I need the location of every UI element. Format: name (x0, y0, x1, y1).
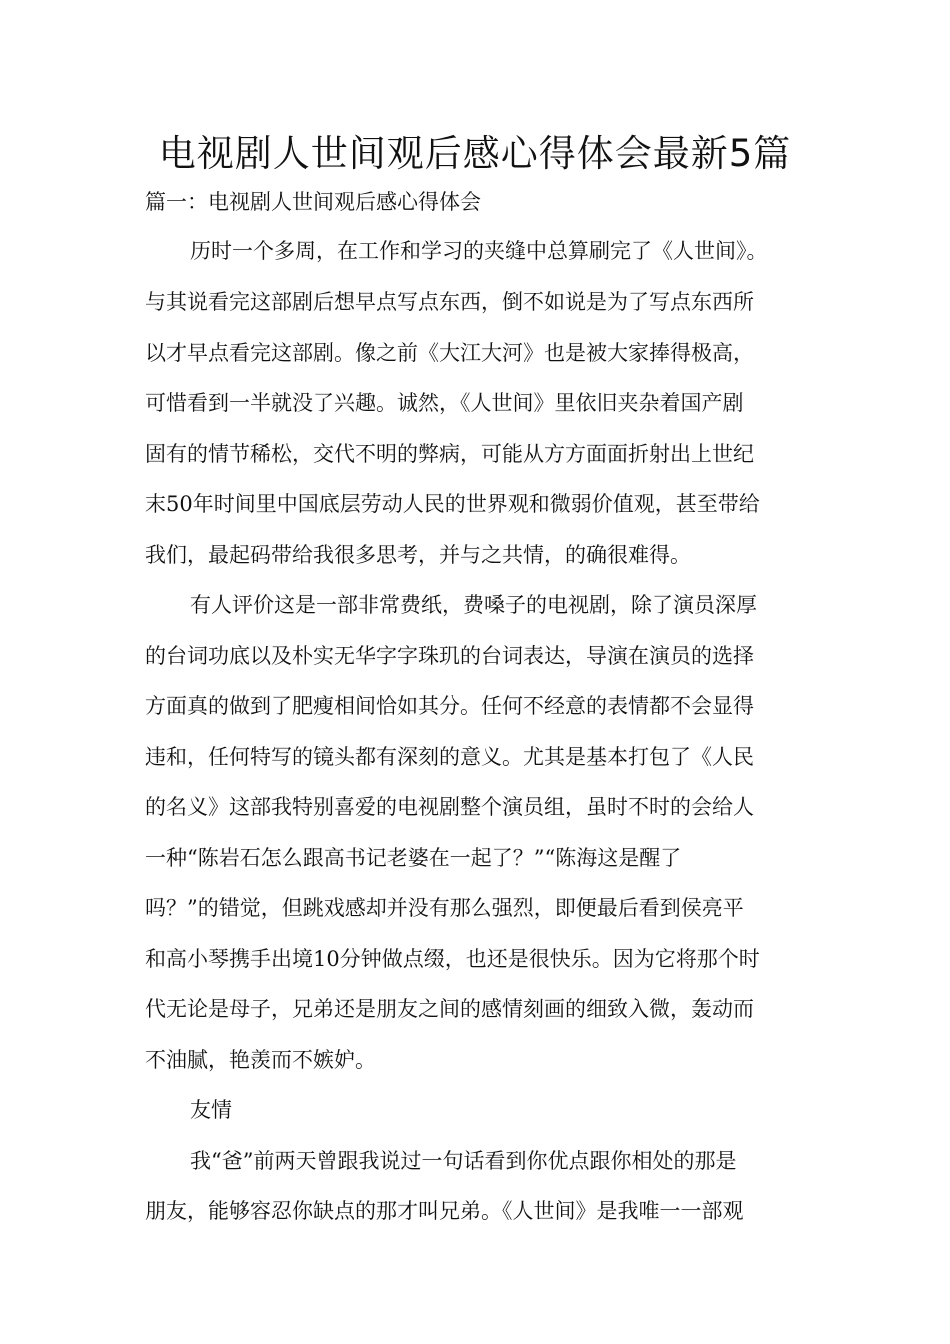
paragraph-line: 可惜看到一半就没了兴趣。诚然，《人世间》里依旧夹杂着国产剧 (145, 391, 744, 415)
paragraph-line: 末50年时间里中国底层劳动人民的世界观和微弱价值观，甚至带给 (145, 492, 760, 516)
paragraph-line: 朋友，能够容忍你缺点的那才叫兄弟。《人世间》是我唯一一部观 (145, 1199, 744, 1223)
paragraph-line: 一种“陈岩石怎么跟高书记老婆在一起了？”“陈海这是醒了 (145, 846, 682, 870)
paragraph-line: 固有的情节稀松，交代不明的弊病，可能从方方面面折射出上世纪 (145, 442, 754, 466)
paragraph-line: 代无论是母子，兄弟还是朋友之间的感情刻画的细致入微，轰动而 (145, 997, 754, 1021)
paragraph-line: 方面真的做到了肥瘦相间恰如其分。任何不经意的表情都不会显得 (145, 694, 754, 718)
paragraph-line: 有人评价这是一部非常费纸，费嗓子的电视剧，除了演员深厚 (190, 593, 757, 617)
paragraph-line: 不油腻，艳羡而不嫉妒。 (145, 1048, 376, 1072)
paragraph-line: 的名义》这部我特别喜爱的电视剧整个演员组，虽时不时的会给人 (145, 795, 754, 819)
paragraph-line: 和高小琴携手出境10分钟做点缀，也还是很快乐。因为它将那个时 (145, 947, 760, 971)
paragraph-line: 我们，最起码带给我很多思考，并与之共情，的确很难得。 (145, 543, 691, 567)
section-heading: 篇一：电视剧人世间观后感心得体会 (145, 190, 481, 214)
paragraph-line: 的台词功底以及朴实无华字字珠玑的台词表达，导演在演员的选择 (145, 644, 754, 668)
paragraph-line: 我“爸”前两天曾跟我说过一句话看到你优点跟你相处的那是 (190, 1149, 737, 1173)
paragraph-line: 历时一个多周，在工作和学习的夹缝中总算刷完了《人世间》。 (190, 239, 768, 263)
subheading-friendship: 友情 (190, 1098, 232, 1122)
document-title: 电视剧人世间观后感心得体会最新5篇 (158, 132, 792, 175)
paragraph-line: 吗？”的错觉，但跳戏感却并没有那么强烈，即便最后看到侯亮平 (145, 896, 744, 920)
paragraph-line: 以才早点看完这部剧。像之前《大江大河》也是被大家捧得极高， (145, 341, 754, 365)
paragraph-line: 违和，任何特写的镜头都有深刻的意义。尤其是基本打包了《人民 (145, 745, 754, 769)
paragraph-line: 与其说看完这部剧后想早点写点东西，倒不如说是为了写点东西所 (145, 290, 754, 314)
